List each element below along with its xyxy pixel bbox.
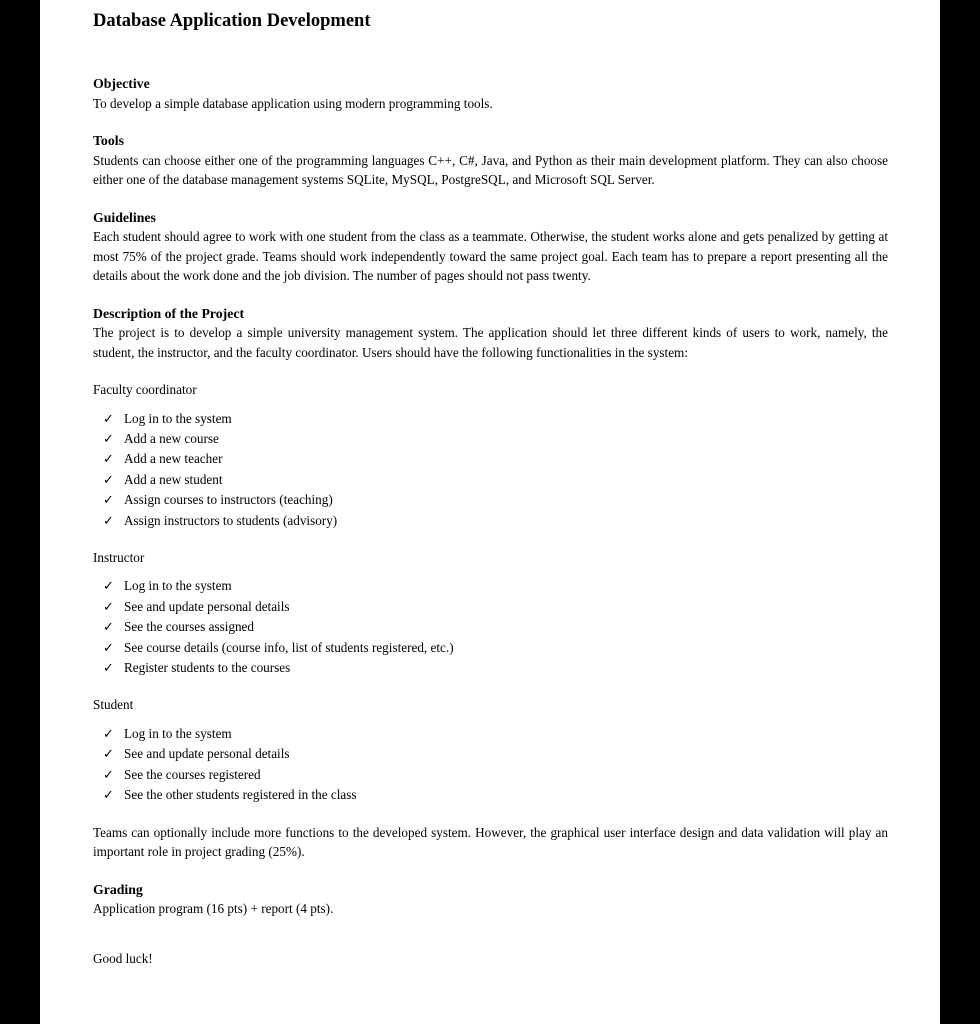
objective-section (93, 74, 888, 113)
grading-text: Application program (16 pts) + report (4 pts). (93, 901, 334, 917)
description-text: The project is to develop a simple university management system. The application should let three different kinds of users to work, namely, the student, the instructor, and the faculty coordinator. Users should have the following functionalities in the system: (93, 325, 888, 360)
list-item (103, 785, 888, 805)
check-mark-icon: ✓ (103, 661, 114, 677)
grading-heading: Grading (93, 881, 143, 897)
check-mark-icon: ✓ (103, 747, 114, 763)
list-item-label: See and update personal details (124, 598, 290, 614)
document-title: Database Application Development (93, 11, 371, 31)
optional-text: Teams can optionally include more functions to the developed system. However, the graphical user interface design and data validation will play an important role in project grading (25%). (93, 824, 888, 860)
student-list (93, 724, 888, 806)
list-item (103, 449, 888, 469)
check-mark-icon: ✓ (103, 513, 114, 529)
list-item-label: Add a new student (124, 471, 223, 487)
list-item-label: Add a new course (124, 430, 219, 446)
check-mark-icon: ✓ (103, 599, 114, 615)
list-item-label: See the courses assigned (124, 619, 255, 635)
list-item-label: Assign instructors to students (advisory) (124, 512, 338, 528)
list-item-label: See the courses registered (124, 766, 261, 782)
document-content (93, 8, 888, 968)
check-mark-icon: ✓ (103, 579, 114, 595)
guidelines-heading: Guidelines (93, 209, 156, 225)
list-item (103, 744, 888, 764)
student-label: Student (93, 697, 134, 713)
instructor-label: Instructor (93, 549, 145, 565)
list-item (103, 597, 888, 617)
check-mark-icon: ✓ (103, 640, 114, 656)
list-item-label: See the other students registered in the class (124, 787, 357, 803)
tools-section (93, 131, 888, 190)
check-mark-icon: ✓ (103, 493, 114, 509)
list-item-label: Add a new teacher (124, 451, 223, 467)
tools-heading: Tools (93, 133, 124, 148)
check-mark-icon: ✓ (103, 411, 114, 427)
faculty-coordinator-list (93, 409, 888, 531)
list-item (103, 724, 888, 744)
objective-heading: Objective (93, 76, 150, 91)
check-mark-icon: ✓ (103, 452, 114, 468)
check-mark-icon: ✓ (103, 788, 114, 804)
list-item-label: See course details (course info, list of students registered, etc.) (124, 639, 454, 655)
check-mark-icon: ✓ (103, 472, 114, 488)
list-item (103, 658, 888, 678)
description-section (93, 304, 888, 363)
description-heading: Description of the Project (93, 305, 245, 321)
list-item (103, 511, 888, 531)
list-item-label: Log in to the system (124, 725, 232, 741)
check-mark-icon: ✓ (103, 767, 114, 783)
list-item-label: See and update personal details (124, 746, 290, 762)
list-item (103, 490, 888, 510)
faculty-coordinator-label: Faculty coordinator (93, 382, 197, 397)
list-item (103, 765, 888, 785)
list-item-label: Register students to the courses (124, 660, 291, 676)
list-item-label: Log in to the system (124, 410, 232, 426)
list-item (103, 617, 888, 637)
list-item (103, 470, 888, 490)
list-item-label: Assign courses to instructors (teaching) (124, 492, 333, 508)
check-mark-icon: ✓ (103, 431, 114, 447)
list-item (103, 429, 888, 449)
check-mark-icon: ✓ (103, 620, 114, 636)
instructor-list (93, 576, 888, 678)
guidelines-text: Each student should agree to work with one student from the class as a teammate. Otherwise, the student works alone and gets penalized by getting at most 75% of the project grade. Teams should work independently toward the same project goal. Each team has to prepare a report presenting all the details about the work done and the job division. The number of pages should not pass twenty. (93, 229, 888, 283)
list-item (103, 409, 888, 429)
optional-section (93, 823, 888, 862)
document-page (40, 0, 940, 1024)
check-mark-icon: ✓ (103, 726, 114, 742)
grading-section (93, 880, 888, 919)
list-item-label: Log in to the system (124, 578, 232, 594)
objective-text: To develop a simple database application using modern programming tools. (93, 95, 493, 111)
list-item (103, 576, 888, 596)
closing-text: Good luck! (93, 950, 153, 966)
guidelines-section (93, 208, 888, 286)
tools-text: Students can choose either one of the programming languages C++, C#, Java, and Python as their main development platform. They can also choose either one of the database management systems SQLite, MySQL, PostgreSQL, and Microsoft SQL Server. (93, 152, 888, 187)
list-item (103, 638, 888, 658)
